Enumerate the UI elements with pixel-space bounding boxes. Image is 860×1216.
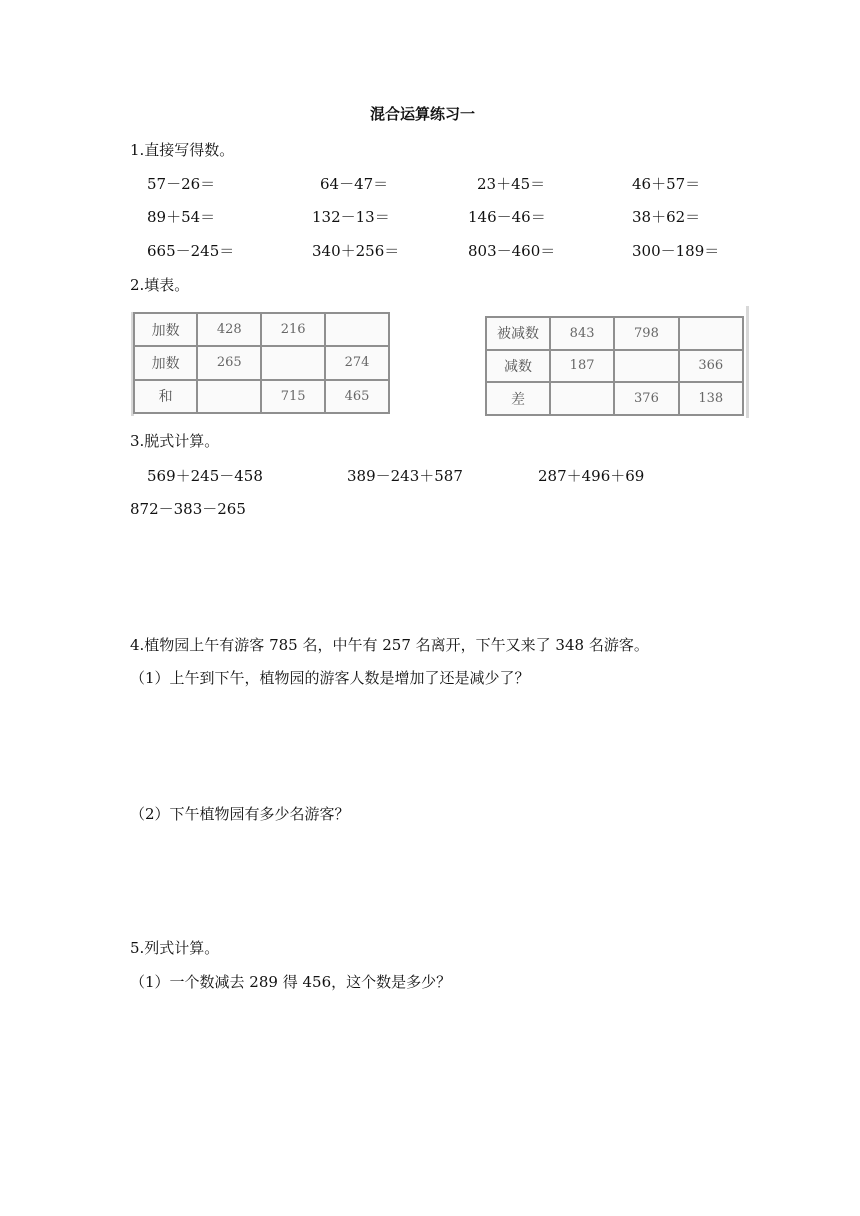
q1-item: 38＋62＝ [632, 208, 701, 226]
q3-item: 389－243＋587 [347, 467, 463, 485]
subtraction-fill-table [485, 316, 744, 416]
q1-item: 665－245＝ [147, 242, 235, 260]
table-cell: 被减数 [486, 317, 550, 350]
q1-item: 64－47＝ [320, 175, 389, 193]
table-cell: 加数 [134, 313, 197, 346]
table-cell: 715 [261, 380, 325, 413]
q2-heading: 2.填表。 [130, 276, 190, 294]
table-cell: 138 [679, 382, 743, 415]
q1-heading: 1.直接写得数。 [130, 141, 235, 159]
table-cell: 加数 [134, 346, 197, 379]
table-cell[interactable] [679, 317, 743, 350]
table-cell: 274 [325, 346, 389, 379]
table-cell: 减数 [486, 350, 550, 383]
table-cell[interactable] [197, 380, 261, 413]
q1-item: 46＋57＝ [632, 175, 701, 193]
table-cell: 216 [261, 313, 325, 346]
q1-item: 340＋256＝ [312, 242, 400, 260]
page-title: 混合运算练习一 [370, 105, 476, 123]
q1-item: 803－460＝ [468, 242, 556, 260]
q4-sub2: （2）下午植物园有多少名游客？ [130, 805, 350, 823]
table-cell[interactable] [325, 313, 389, 346]
scan-edge [746, 306, 749, 418]
table-cell: 376 [614, 382, 678, 415]
q3-heading: 3.脱式计算。 [130, 432, 220, 450]
q1-item: 132－13＝ [312, 208, 390, 226]
table-cell: 798 [614, 317, 678, 350]
q3-item: 287＋496＋69 [538, 467, 645, 485]
table-cell: 366 [679, 350, 743, 383]
table-cell: 843 [550, 317, 614, 350]
q4-sub1: （1）上午到下午，植物园的游客人数是增加了还是减少了？ [130, 669, 530, 687]
table-cell: 187 [550, 350, 614, 383]
q4-heading: 4.植物园上午有游客 785 名，中午有 257 名离开，下午又来了 348 名游客。 [130, 636, 649, 654]
q1-item: 146－46＝ [468, 208, 546, 226]
q5-heading: 5.列式计算。 [130, 939, 220, 957]
table-cell: 465 [325, 380, 389, 413]
table-cell[interactable] [614, 350, 678, 383]
q3-item: 872－383－265 [130, 500, 246, 518]
addition-fill-table [133, 312, 390, 414]
table-cell[interactable] [550, 382, 614, 415]
q1-item: 89＋54＝ [147, 208, 216, 226]
q3-item: 569＋245－458 [147, 467, 263, 485]
q5-sub1: （1）一个数减去 289 得 456，这个数是多少？ [130, 973, 452, 991]
table-cell: 和 [134, 380, 197, 413]
table-cell: 差 [486, 382, 550, 415]
q1-item: 300－189＝ [632, 242, 720, 260]
q1-item: 23＋45＝ [477, 175, 546, 193]
q1-item: 57－26＝ [147, 175, 216, 193]
table-cell[interactable] [261, 346, 325, 379]
table-cell: 428 [197, 313, 261, 346]
table-cell: 265 [197, 346, 261, 379]
